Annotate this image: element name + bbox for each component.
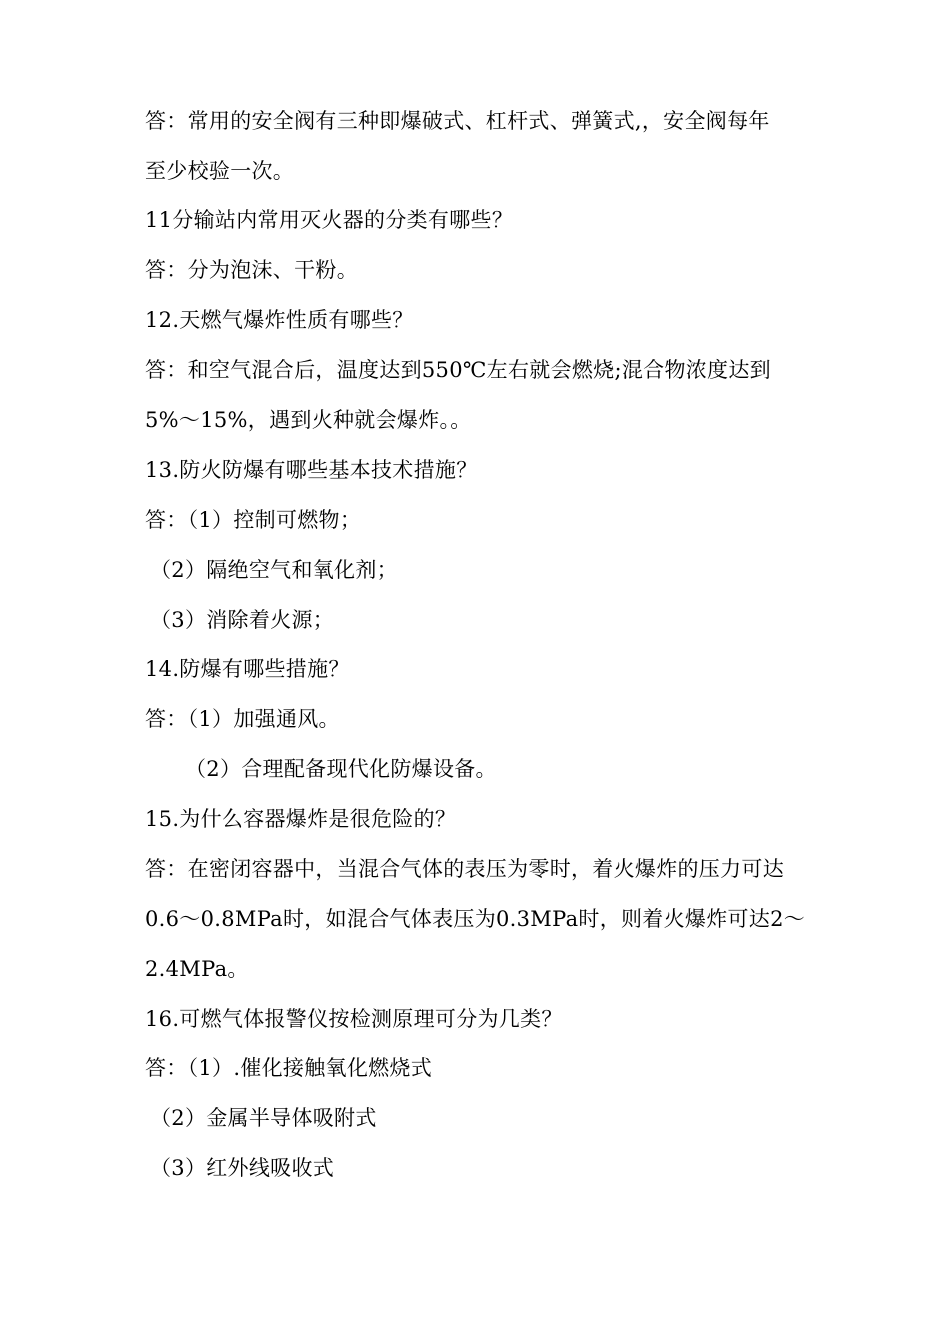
answer-15-line-1: 答：在密闭容器中，当混合气体的表压为零时，着火爆炸的压力可达 bbox=[145, 857, 784, 881]
answer-16-item-1: 答：（1）.催化接触氧化燃烧式 bbox=[145, 1056, 433, 1080]
question-15: 15.为什么容器爆炸是很危险的？ bbox=[145, 807, 457, 831]
answer-14-item-2: （2）合理配备现代化防爆设备。 bbox=[185, 757, 497, 781]
answer-12-line-2: 5%～15%，遇到火种就会爆炸。。 bbox=[145, 408, 472, 432]
answer-14-item-1: 答：（1）加强通风。 bbox=[145, 707, 340, 731]
answer-11: 答：分为泡沫、干粉。 bbox=[145, 258, 358, 282]
question-16: 16.可燃气体报警仪按检测原理可分为几类？ bbox=[145, 1007, 563, 1031]
answer-13-item-3: （3）消除着火源； bbox=[150, 608, 335, 632]
answer-13-item-2: （2）隔绝空气和氧化剂； bbox=[150, 558, 398, 582]
answer-10-line-2: 至少校验一次。 bbox=[145, 159, 295, 183]
answer-10-line-1: 答：常用的安全阀有三种即爆破式、杠杆式、弹簧式,，安全阀每年 bbox=[145, 109, 770, 133]
answer-13-item-1: 答：（1）控制可燃物； bbox=[145, 508, 362, 532]
answer-16-item-3: （3）红外线吸收式 bbox=[150, 1156, 335, 1180]
answer-15-line-3: 2.4MPa。 bbox=[145, 957, 249, 981]
question-12: 12.天燃气爆炸性质有哪些？ bbox=[145, 308, 414, 332]
answer-12-line-1: 答：和空气混合后，温度达到550℃左右就会燃烧;混合物浓度达到 bbox=[145, 358, 771, 382]
question-11: 11分输站内常用灭火器的分类有哪些？ bbox=[145, 208, 514, 232]
question-14: 14.防爆有哪些措施？ bbox=[145, 657, 350, 681]
question-13: 13.防火防爆有哪些基本技术措施？ bbox=[145, 458, 478, 482]
answer-16-item-2: （2）金属半导体吸附式 bbox=[150, 1106, 377, 1130]
answer-15-line-2: 0.6～0.8MPa时，如混合气体表压为0.3MPa时，则着火爆炸可达2～ bbox=[145, 907, 806, 931]
